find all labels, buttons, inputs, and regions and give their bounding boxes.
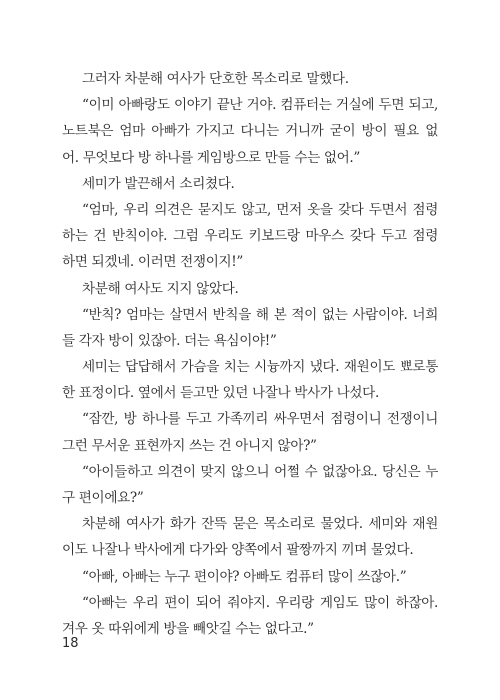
text-line: 들 각자 방이 있잖아. 더는 욕심이야!” [62,332,277,349]
page-number: 18 [62,636,79,651]
text-line: 세미는 답답해서 가슴을 치는 시늉까지 냈다. 재원이도 뾰로통 [82,359,438,376]
text-line: “이미 아빠랑도 이야기 끝난 거야. 컴퓨터는 거실에 두면 되고, [82,97,438,114]
text-line: 세미가 발끈해서 소리쳤다. [82,175,235,192]
text-line: 그러자 차분해 여사가 단호한 목소리로 말했다. [82,71,349,87]
text-line: 이도 나잘나 박사에게 다가와 양쪽에서 팔짱까지 끼며 물었다. [62,542,414,559]
text-line: “반칙? 엄마는 살면서 반칙을 해 본 적이 없는 사람이야. 너희 [82,306,438,323]
text-line: 어. 무엇보다 방 하나를 게임방으로 만들 수는 없어.” [62,149,360,166]
body-text [62,66,438,642]
text-line: 구 편이에요?” [62,490,144,506]
text-line: “잠깐, 방 하나를 두고 가족끼리 싸우면서 점령이니 전쟁이니 [82,411,438,428]
text-line: 그런 무서운 표현까지 쓰는 건 아니지 않아?” [62,437,317,454]
text-line: “엄마, 우리 의견은 묻지도 않고, 먼저 옷을 갖다 두면서 점령 [82,201,438,218]
text-line: 노트북은 엄마 아빠가 가지고 다니는 거니까 굳이 방이 필요 없 [62,123,438,140]
text-line: “아이들하고 의견이 맞지 않으니 어쩔 수 없잖아요. 당신은 누 [82,463,438,480]
text-line: 차분해 여사도 지지 않았다. [82,280,239,297]
text-line: 차분해 여사가 화가 잔뜩 묻은 목소리로 물었다. 세미와 재원 [82,516,438,533]
text-line: 한 표정이다. 옆에서 듣고만 있던 나잘나 박사가 나섰다. [62,385,379,402]
text-line: “아빠, 아빠는 누구 편이야? 아빠도 컴퓨터 많이 쓰잖아.” [82,568,407,585]
text-line: 겨우 옷 따위에게 방을 빼앗길 수는 없다고.” [62,620,314,637]
text-line: 하는 건 반칙이야. 그럼 우리도 키보드랑 마우스 갖다 두고 점령 [62,228,438,245]
text-line: 하면 되겠네. 이러면 전쟁이지!” [62,254,243,271]
text-line: “아빠는 우리 편이 되어 줘야지. 우리랑 게임도 많이 하잖아. [82,594,438,611]
